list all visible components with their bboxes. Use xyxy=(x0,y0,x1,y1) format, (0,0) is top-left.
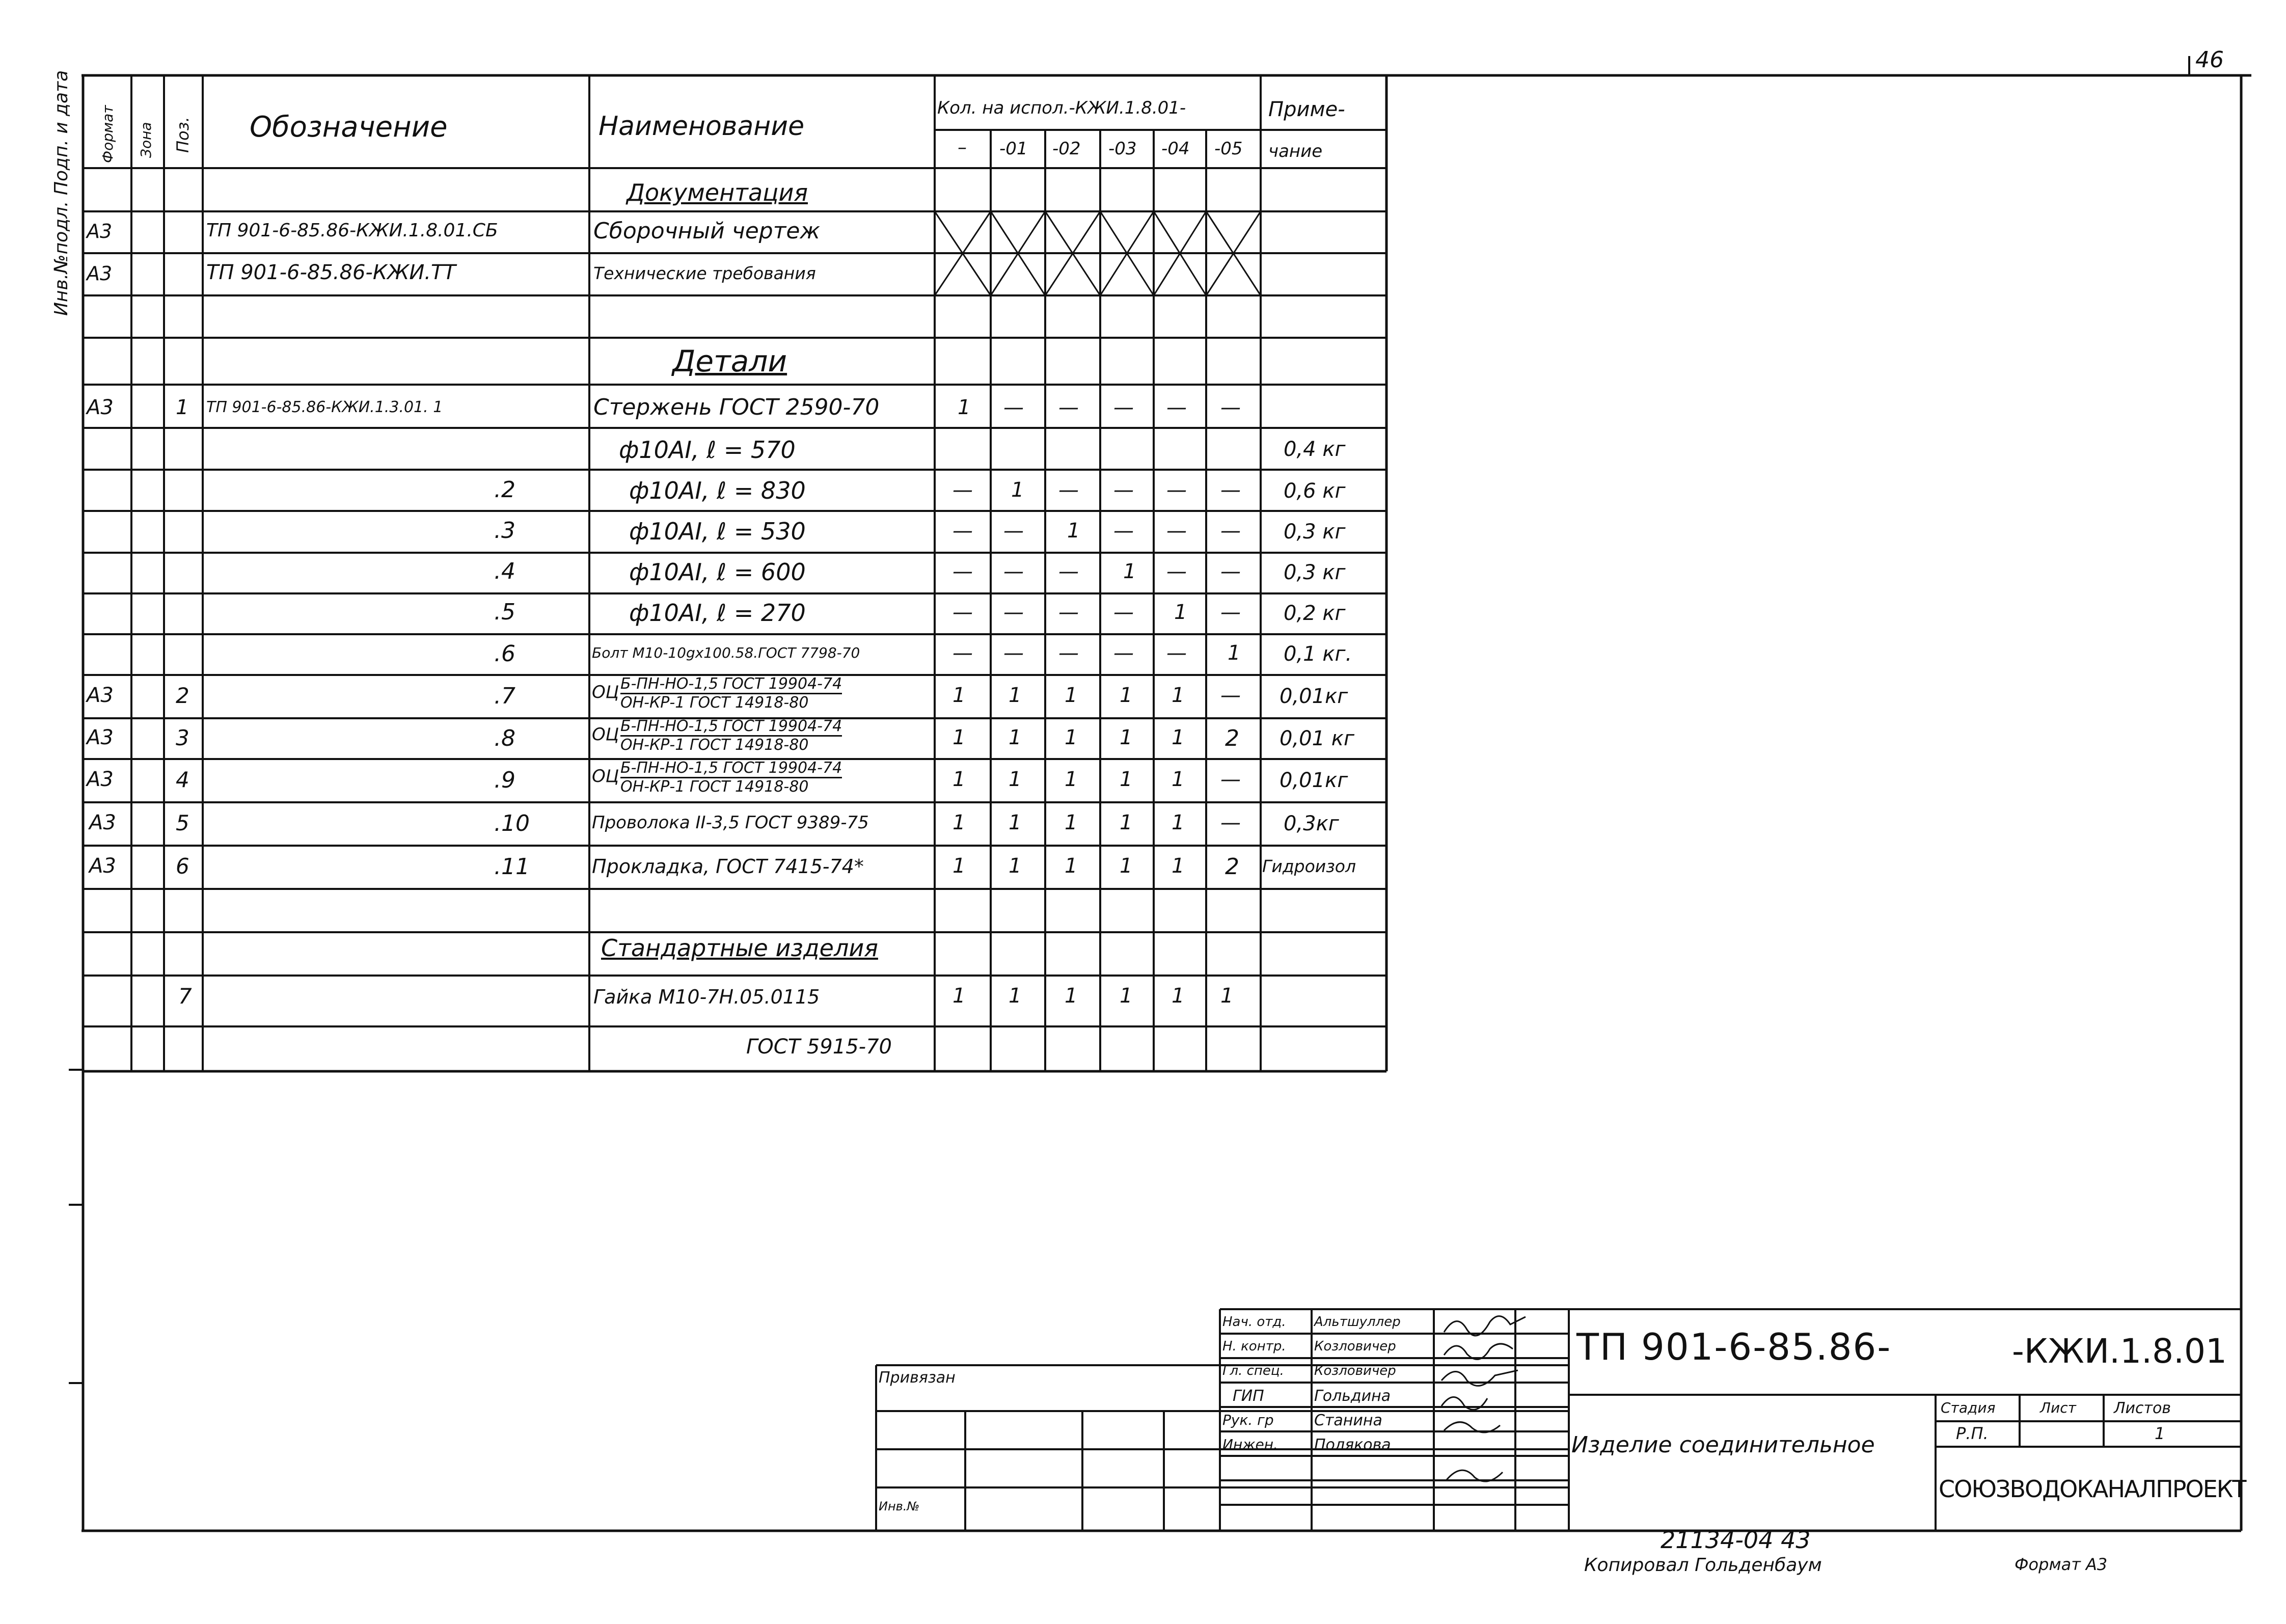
coating-2-qty-0: 1 xyxy=(953,726,966,749)
header-qty-1: -01 xyxy=(999,139,1028,159)
detail-row-3-designation: .3 xyxy=(494,518,515,544)
coating-2-note: 0,01 кг xyxy=(1280,727,1354,750)
detail-row-6-qty-2: — xyxy=(1058,641,1079,665)
detail-row-3-qty-2: 1 xyxy=(1067,519,1080,543)
detail-row-5-qty-5: — xyxy=(1220,601,1241,624)
detail-row-6-qty-0: — xyxy=(953,641,973,665)
detail-row-2-name: ф10АI, ℓ = 830 xyxy=(629,477,806,504)
sheet-label: Лист xyxy=(2040,1399,2076,1416)
doc-format-2: А3 xyxy=(87,262,113,285)
detail-first-qty-0: 1 xyxy=(958,396,971,419)
detail-row-6-qty-1: — xyxy=(1003,641,1024,665)
standard-qty-2: 1 xyxy=(1065,984,1078,1008)
coating-1-qty-4: 1 xyxy=(1172,684,1185,707)
tail-1-qty-1: 1 xyxy=(1009,811,1022,834)
coating-1-qty-1: 1 xyxy=(1009,684,1022,707)
header-qty-4: -04 xyxy=(1161,139,1190,159)
standard-qty-1: 1 xyxy=(1009,984,1022,1008)
detail-row-2-note: 0,6 кг xyxy=(1284,479,1346,503)
detail-row-3-note: 0,3 кг xyxy=(1284,520,1346,544)
coating-3-note: 0,01кг xyxy=(1280,769,1348,792)
detail-row-4-qty-0: — xyxy=(953,560,973,583)
detail-row-5-note: 0,2 кг xyxy=(1284,602,1346,625)
code-right: -КЖИ.1.8.01 xyxy=(2012,1332,2227,1371)
standard-qty-5: 1 xyxy=(1220,984,1234,1008)
doc-designation-2: ТП 901-6-85.86-КЖИ.ТТ xyxy=(206,261,456,284)
role-2: Н. контр. xyxy=(1222,1339,1286,1354)
detail-row-6-qty-5: 1 xyxy=(1228,641,1241,665)
tail-1-qty-3: 1 xyxy=(1120,811,1133,834)
tail-1-qty-5: — xyxy=(1220,811,1241,834)
name-5: Станина xyxy=(1314,1412,1382,1429)
coating-1-prefix: ОЦ xyxy=(592,682,619,702)
section-details: Детали xyxy=(672,344,787,378)
detail-row-4-qty-2: — xyxy=(1058,560,1079,583)
detail-row-3-qty-0: — xyxy=(953,519,973,543)
detail-first-format: А3 xyxy=(87,396,114,419)
privyazan-label: Привязан xyxy=(879,1369,956,1387)
tail-1-qty-2: 1 xyxy=(1065,811,1078,834)
detail-row-5-qty-4: 1 xyxy=(1174,601,1187,624)
header-note-1: Приме- xyxy=(1268,98,1345,121)
detail-row-2-qty-1: 1 xyxy=(1011,478,1024,502)
tail-1-name: Проволока II-3,5 ГОСТ 9389-75 xyxy=(592,813,869,833)
detail-first-qty-1: — xyxy=(1003,396,1024,419)
section-standard: Стандартные изделия xyxy=(601,934,878,962)
footer-format: Формат А3 xyxy=(2015,1555,2108,1574)
detail-row-2-qty-4: — xyxy=(1166,478,1187,502)
sheets-label: Листов xyxy=(2114,1399,2171,1417)
tail-2-note: Гидроизол xyxy=(1262,856,1356,876)
header-format: Формат xyxy=(99,105,116,163)
stage-value: Р.П. xyxy=(1956,1424,1989,1443)
name-3: Козловичер xyxy=(1314,1363,1396,1378)
inv-label: Инв.№ xyxy=(879,1499,920,1513)
tail-1-format: А3 xyxy=(89,811,116,834)
coating-1-bottom: ОН-КР-1 ГОСТ 14918-80 xyxy=(620,694,809,712)
side-stamp: Инв.№подл. Подп. и дата xyxy=(51,70,72,316)
role-3: Гл. спец. xyxy=(1222,1363,1284,1378)
standard-qty-0: 1 xyxy=(953,984,966,1008)
coating-1-designation: .7 xyxy=(494,683,515,709)
detail-first-name: Стержень ГОСТ 2590-70 xyxy=(593,394,880,420)
tail-2-qty-4: 1 xyxy=(1172,854,1185,878)
header-name: Наименование xyxy=(598,111,805,142)
detail-row-2-qty-3: — xyxy=(1113,478,1134,502)
coating-3-qty-2: 1 xyxy=(1065,768,1078,791)
standard-name-2: ГОСТ 5915-70 xyxy=(746,1035,892,1059)
detail-row-5-qty-2: — xyxy=(1058,601,1079,624)
tail-2-qty-2: 1 xyxy=(1065,854,1078,878)
coating-3-qty-3: 1 xyxy=(1120,768,1133,791)
tail-2-format: А3 xyxy=(89,854,116,878)
coating-2-designation: .8 xyxy=(494,725,515,751)
tail-2-qty-3: 1 xyxy=(1120,854,1133,878)
coating-3-designation: .9 xyxy=(494,767,515,793)
detail-first-qty-5: — xyxy=(1220,396,1241,419)
detail-row-4-designation: .4 xyxy=(494,558,515,584)
detail-first-pos: 1 xyxy=(176,396,189,419)
coating-2-qty-5: 2 xyxy=(1225,725,1239,751)
detail-row-3-qty-1: — xyxy=(1003,519,1024,543)
code-left: ТП 901-6-85.86- xyxy=(1576,1325,1892,1368)
detail-row-6-qty-4: — xyxy=(1166,641,1187,665)
tail-1-qty-4: 1 xyxy=(1172,811,1185,834)
name-6: Полякова xyxy=(1314,1436,1391,1454)
detail-row-3-qty-5: — xyxy=(1220,519,1241,543)
coating-1-qty-3: 1 xyxy=(1120,684,1133,707)
footer-number: 21134-04 43 xyxy=(1661,1526,1811,1554)
coating-1-pos: 2 xyxy=(176,683,189,708)
tail-1-pos: 5 xyxy=(176,810,189,835)
role-1: Нач. отд. xyxy=(1222,1314,1286,1330)
detail-row-2-designation: .2 xyxy=(494,477,515,503)
detail-row-3-qty-4: — xyxy=(1166,519,1187,543)
detail-row-2-qty-5: — xyxy=(1220,478,1241,502)
tail-1-qty-0: 1 xyxy=(953,811,966,834)
coating-3-pos: 4 xyxy=(176,767,189,792)
detail-row-4-qty-1: — xyxy=(1003,560,1024,583)
role-6: Инжен. xyxy=(1222,1436,1278,1453)
detail-row-6-note: 0,1 кг. xyxy=(1284,642,1352,666)
detail-row-4-qty-4: — xyxy=(1166,560,1187,583)
organization: СОЮЗВОДОКАНАЛПРОЕКТ xyxy=(1939,1475,2246,1503)
detail-first-qty-3: — xyxy=(1113,396,1134,419)
coating-2-top: Б-ПН-НО-1,5 ГОСТ 19904-74 xyxy=(620,719,842,737)
coating-3-fraction xyxy=(620,761,842,795)
tail-2-qty-5: 2 xyxy=(1225,854,1239,880)
detail-row-5-designation: .5 xyxy=(494,599,515,625)
coating-1-format: А3 xyxy=(87,684,114,707)
section-documentation: Документация xyxy=(627,179,808,206)
header-zone: Зона xyxy=(138,122,154,158)
coating-3-qty-4: 1 xyxy=(1172,768,1185,791)
coating-2-prefix: ОЦ xyxy=(592,724,619,745)
coating-2-bottom: ОН-КР-1 ГОСТ 14918-80 xyxy=(620,736,809,754)
detail-row-4-qty-5: — xyxy=(1220,560,1241,583)
coating-3-qty-1: 1 xyxy=(1009,768,1022,791)
coating-3-prefix: ОЦ xyxy=(592,766,619,787)
coating-3-format: А3 xyxy=(87,768,114,791)
detail-row-5-qty-3: — xyxy=(1113,601,1134,624)
tail-1-note: 0,3кг xyxy=(1284,812,1339,835)
header-qty-group: Кол. на испол.-КЖИ.1.8.01- xyxy=(937,98,1186,118)
coating-2-format: А3 xyxy=(87,726,114,749)
detail-first-designation: ТП 901-6-85.86-КЖИ.1.3.01. 1 xyxy=(206,398,443,416)
tail-2-designation: .11 xyxy=(494,854,530,880)
detail-row-5-qty-0: — xyxy=(953,601,973,624)
header-designation: Обозначение xyxy=(250,111,448,144)
doc-format-1: А3 xyxy=(87,220,113,242)
standard-qty-4: 1 xyxy=(1172,984,1185,1008)
detail-row-5-name: ф10АI, ℓ = 270 xyxy=(629,599,806,627)
coating-2-pos: 3 xyxy=(176,725,189,750)
detail-row-6-designation: .6 xyxy=(494,641,515,667)
coating-3-top: Б-ПН-НО-1,5 ГОСТ 19904-74 xyxy=(620,761,842,778)
sheets-value: 1 xyxy=(2155,1424,2165,1443)
coating-3-qty-5: — xyxy=(1220,768,1241,791)
footer-copied: Копировал Гольденбаум xyxy=(1584,1555,1822,1576)
name-1: Альтшуллер xyxy=(1314,1314,1401,1330)
tail-2-qty-0: 1 xyxy=(953,854,966,878)
standard-pos: 7 xyxy=(178,984,192,1009)
coating-1-qty-2: 1 xyxy=(1065,684,1078,707)
header-pos: Поз. xyxy=(173,117,193,153)
tail-2-pos: 6 xyxy=(176,854,189,879)
name-4: Гольдина xyxy=(1314,1387,1391,1405)
drawing-title: Изделие соединительное xyxy=(1571,1432,1875,1458)
coating-1-qty-5: — xyxy=(1220,684,1241,707)
coating-1-fraction xyxy=(620,676,842,711)
header-qty-2: -02 xyxy=(1052,139,1081,159)
detail-row-1-name: ф10АI, ℓ = 570 xyxy=(619,436,796,464)
detail-row-1-note: 0,4 кг xyxy=(1284,438,1346,461)
page-number: 46 xyxy=(2195,47,2224,73)
standard-qty-3: 1 xyxy=(1120,984,1133,1008)
tail-2-name: Прокладка, ГОСТ 7415-74* xyxy=(592,855,864,878)
detail-row-2-qty-0: — xyxy=(953,478,973,502)
detail-row-4-name: ф10АI, ℓ = 600 xyxy=(629,558,806,586)
coating-1-qty-0: 1 xyxy=(953,684,966,707)
coating-2-qty-1: 1 xyxy=(1009,726,1022,749)
header-note-2: чание xyxy=(1268,141,1323,161)
coating-2-qty-3: 1 xyxy=(1120,726,1133,749)
coating-2-fraction xyxy=(620,719,842,753)
detail-first-qty-2: — xyxy=(1058,396,1079,419)
role-4: ГИП xyxy=(1233,1387,1264,1405)
detail-row-4-qty-3: 1 xyxy=(1123,560,1136,583)
coating-3-bottom: ОН-КР-1 ГОСТ 14918-80 xyxy=(620,778,809,796)
name-2: Козловичер xyxy=(1314,1339,1396,1354)
header-qty-0: – xyxy=(958,137,967,158)
standard-name: Гайка М10-7Н.05.0115 xyxy=(593,986,820,1008)
detail-row-4-note: 0,3 кг xyxy=(1284,561,1346,584)
detail-first-qty-4: — xyxy=(1166,396,1187,419)
doc-designation-1: ТП 901-6-85.86-КЖИ.1.8.01.СБ xyxy=(206,220,498,241)
coating-2-qty-4: 1 xyxy=(1172,726,1185,749)
stage-label: Стадия xyxy=(1941,1399,1996,1416)
detail-row-3-name: ф10АI, ℓ = 530 xyxy=(629,518,806,545)
coating-1-note: 0,01кг xyxy=(1280,685,1348,708)
detail-row-6-qty-3: — xyxy=(1113,641,1134,665)
detail-row-3-qty-3: — xyxy=(1113,519,1134,543)
detail-row-6-name: Болт М10-10gх100.58.ГОСТ 7798-70 xyxy=(592,644,860,661)
coating-1-top: Б-ПН-НО-1,5 ГОСТ 19904-74 xyxy=(620,676,842,694)
tail-2-qty-1: 1 xyxy=(1009,854,1022,878)
role-5: Рук. гр xyxy=(1222,1412,1274,1428)
tail-1-designation: .10 xyxy=(494,810,530,836)
coating-2-qty-2: 1 xyxy=(1065,726,1078,749)
header-qty-5: -05 xyxy=(1214,139,1243,159)
detail-row-2-qty-2: — xyxy=(1058,478,1079,502)
doc-name-2: Технические требования xyxy=(593,263,816,283)
header-qty-3: -03 xyxy=(1108,139,1137,159)
detail-row-5-qty-1: — xyxy=(1003,601,1024,624)
coating-3-qty-0: 1 xyxy=(953,768,966,791)
doc-name-1: Сборочный чертеж xyxy=(593,218,821,244)
